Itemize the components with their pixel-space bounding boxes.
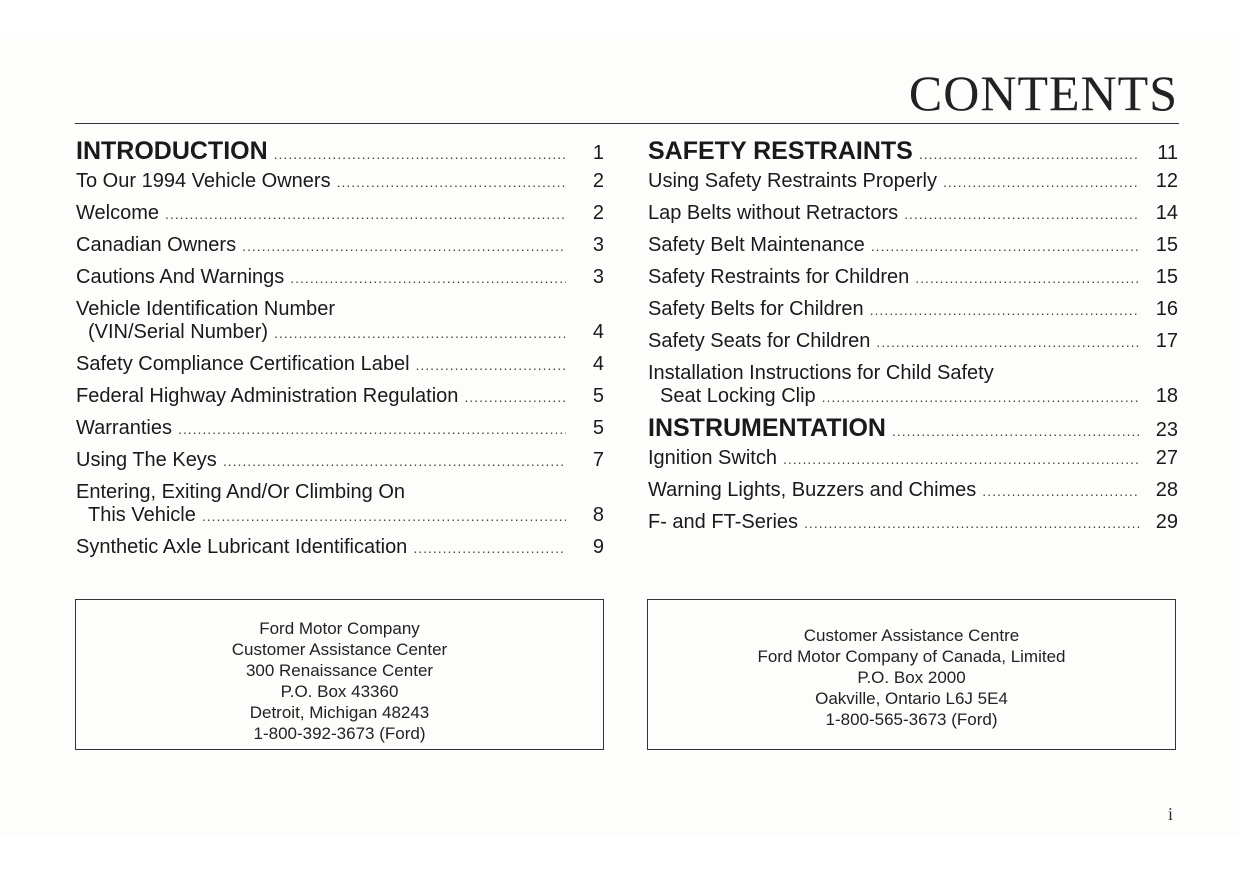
toc-entry-label: Cautions And Warnings xyxy=(76,266,285,288)
toc-entry xyxy=(648,511,1178,535)
toc-section-heading xyxy=(648,137,1178,166)
toc-entry xyxy=(648,298,1178,322)
toc-entry xyxy=(76,266,604,290)
toc-entry xyxy=(648,362,1178,409)
toc-entry-label: Using The Keys xyxy=(76,449,217,471)
toc-right-column xyxy=(648,137,1178,543)
toc-page-number: 18 xyxy=(1155,385,1178,407)
canada-contact-line: Oakville, Ontario L6J 5E4 xyxy=(815,689,1008,708)
dot-leader xyxy=(870,299,1140,322)
toc-page-number: 29 xyxy=(1155,511,1178,533)
toc-entry xyxy=(76,298,604,345)
dot-leader xyxy=(223,450,566,473)
toc-entry-label: Warranties xyxy=(76,417,172,439)
toc-page-number: 16 xyxy=(1155,298,1178,320)
toc-entry-label: Synthetic Axle Lubricant Identification xyxy=(76,536,408,558)
dot-leader xyxy=(165,203,566,226)
toc-entry xyxy=(648,234,1178,258)
toc-page-number: 2 xyxy=(592,202,604,224)
toc-entry xyxy=(648,170,1178,194)
toc-page-number: 9 xyxy=(592,536,604,558)
toc-entry-label: Entering, Exiting And/Or Climbing On xyxy=(76,481,406,503)
toc-entry-label: To Our 1994 Vehicle Owners xyxy=(76,170,331,192)
toc-entry-label: Warning Lights, Buzzers and Chimes xyxy=(648,479,977,501)
toc-entry xyxy=(76,353,604,377)
toc-entry xyxy=(76,536,604,560)
us-contact-phone: 1-800-392-3673 (Ford) xyxy=(253,724,426,743)
us-contact-line: 300 Renaissance Center xyxy=(245,661,434,680)
dot-leader xyxy=(290,267,566,290)
toc-page-number: 11 xyxy=(1157,142,1178,164)
us-contact-line: Ford Motor Company xyxy=(259,619,420,638)
toc-section-heading xyxy=(76,137,604,166)
toc-page-number: 15 xyxy=(1155,266,1178,288)
dot-leader xyxy=(274,143,566,166)
toc-page-number: 8 xyxy=(592,504,604,526)
dot-leader xyxy=(242,235,566,258)
us-contact-box xyxy=(75,599,604,750)
dot-leader xyxy=(337,171,566,194)
toc-entry-label-continued: Seat Locking Clip xyxy=(660,385,816,407)
dot-leader xyxy=(413,537,566,560)
toc-entry-label: Canadian Owners xyxy=(76,234,237,256)
toc-page-number: 5 xyxy=(592,417,604,439)
toc-entry-label: Welcome xyxy=(76,202,159,224)
toc-entry-label-continued: (VIN/Serial Number) xyxy=(88,321,269,343)
toc-entry-label: Safety Compliance Certification Label xyxy=(76,353,410,375)
toc-entry-label: Lap Belts without Retractors xyxy=(648,202,899,224)
dot-leader xyxy=(915,267,1140,290)
toc-page-number: 14 xyxy=(1155,202,1178,224)
toc-entry-label: SAFETY RESTRAINTS xyxy=(648,137,913,165)
toc-page-number: 4 xyxy=(592,353,604,375)
toc-entry-label: INTRODUCTION xyxy=(76,137,268,165)
dot-leader xyxy=(822,386,1140,409)
toc-page-number: 4 xyxy=(592,321,604,343)
dot-leader xyxy=(274,322,566,345)
dot-leader xyxy=(783,448,1140,471)
title-rule xyxy=(75,123,1179,124)
toc-entry-label: Safety Belt Maintenance xyxy=(648,234,865,256)
dot-leader xyxy=(904,203,1140,226)
toc-entry xyxy=(76,481,604,528)
toc-page-number: 3 xyxy=(592,266,604,288)
toc-page-number: 28 xyxy=(1155,479,1178,501)
toc-page-number: 3 xyxy=(592,234,604,256)
canada-contact-line: Ford Motor Company of Canada, Limited xyxy=(757,647,1066,666)
toc-entry-label: Vehicle Identification Number xyxy=(76,298,336,320)
toc-entry-label: Safety Belts for Children xyxy=(648,298,864,320)
toc-section-heading xyxy=(648,414,1178,443)
toc-page-number: 15 xyxy=(1155,234,1178,256)
toc-entry-label: Federal Highway Administration Regulation xyxy=(76,385,459,407)
toc-entry xyxy=(76,449,604,473)
toc-page-number: 23 xyxy=(1155,419,1178,441)
toc-entry xyxy=(76,385,604,409)
toc-page-number: 12 xyxy=(1155,170,1178,192)
toc-entry xyxy=(648,447,1178,471)
toc-entry xyxy=(76,417,604,441)
document-page xyxy=(0,38,1241,836)
dot-leader xyxy=(892,420,1140,443)
dot-leader xyxy=(871,235,1140,258)
dot-leader xyxy=(982,480,1140,503)
toc-entry xyxy=(76,202,604,226)
toc-page-number: 7 xyxy=(592,449,604,471)
canada-contact-line: P.O. Box 2000 xyxy=(857,668,966,687)
toc-page-number: 5 xyxy=(592,385,604,407)
us-contact-line: Detroit, Michigan 48243 xyxy=(249,703,430,722)
dot-leader xyxy=(416,354,566,377)
us-contact-line: Customer Assistance Center xyxy=(231,640,448,659)
toc-entry xyxy=(648,202,1178,226)
toc-left-column xyxy=(76,137,604,568)
dot-leader xyxy=(178,418,566,441)
canada-contact-phone: 1-800-565-3673 (Ford) xyxy=(825,710,998,729)
toc-entry-label-continued: This Vehicle xyxy=(88,504,196,526)
toc-page-number: 17 xyxy=(1155,330,1178,352)
toc-entry-label: Safety Seats for Children xyxy=(648,330,871,352)
page-number: i xyxy=(1167,804,1173,824)
toc-page-number: 1 xyxy=(592,142,604,164)
dot-leader xyxy=(804,512,1140,535)
toc-entry-label: INSTRUMENTATION xyxy=(648,414,886,442)
toc-entry-label: Installation Instructions for Child Safety xyxy=(648,362,994,384)
canada-contact-box xyxy=(647,599,1176,750)
toc-entry xyxy=(648,330,1178,354)
toc-page-number: 27 xyxy=(1155,447,1178,469)
page-title: CONTENTS xyxy=(908,65,1178,121)
dot-leader xyxy=(919,143,1140,166)
toc-page-number: 2 xyxy=(592,170,604,192)
dot-leader xyxy=(202,505,566,528)
toc-entry xyxy=(76,170,604,194)
dot-leader xyxy=(464,386,566,409)
us-contact-line: P.O. Box 43360 xyxy=(280,682,399,701)
dot-leader xyxy=(943,171,1140,194)
toc-entry xyxy=(76,234,604,258)
canada-contact-line: Customer Assistance Centre xyxy=(803,626,1020,645)
toc-entry-label: Safety Restraints for Children xyxy=(648,266,910,288)
toc-entry-label: Ignition Switch xyxy=(648,447,777,469)
toc-entry xyxy=(648,479,1178,503)
dot-leader xyxy=(876,331,1140,354)
toc-entry-label: F- and FT-Series xyxy=(648,511,799,533)
toc-entry-label: Using Safety Restraints Properly xyxy=(648,170,938,192)
toc-entry xyxy=(648,266,1178,290)
